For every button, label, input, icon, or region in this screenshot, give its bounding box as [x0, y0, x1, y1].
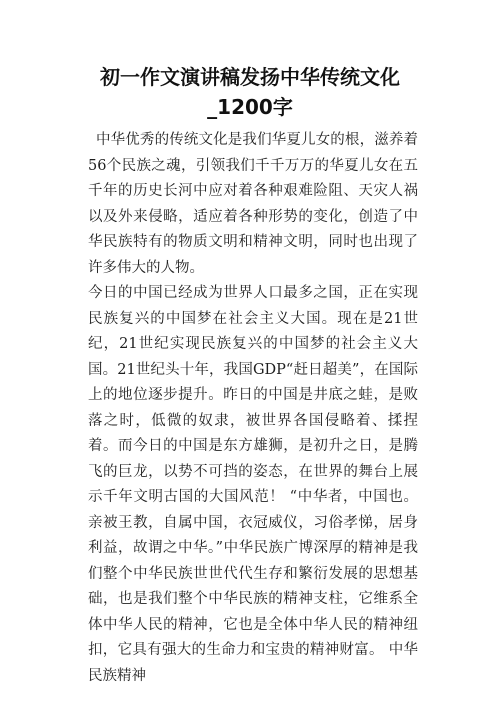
document-body — [88, 128, 418, 689]
document-title: 初一作文演讲稿发扬中华传统文化_1200字 — [100, 65, 400, 119]
paragraph-2: 今日的中国已经成为世界人口最多之国，正在实现民族复兴的中国梦在社会主义大国。现在是21世纪，21世纪实现民族复兴的中国梦的社会主义大国。21世纪头十年，我国GDP“赶日超美”，在国际上的地位逐步提升。昨日的中国是井底之蛙，是败落之时，低微的奴隶，被世界各国侵略着、揉捏着。而今日的中国是东方雄狮，是初升之日，是腾飞的巨龙，以势不可挡的姿态，在世界的舞台上展示千年文明古国的大国风范！ “中华者，中国也。亲被王教，自属中国，衣冠威仪，习俗孝悌，居身利益，故谓之中华。”中华民族广博深厚的精神是我们整个中华民族世世代代生存和繁衍发展的思想基础，也是我们整个中华民族的精神支柱，它维系全体中华人民的精神，它也是全体中华人民的精神纽扣，它具有强大的生命力和宝贵的精神财富。 中华民族精神 — [88, 285, 418, 684]
paragraph-1: 中华优秀的传统文化是我们华夏儿女的根，滋养着56个民族之魂，引领我们千千万万的华夏儿女在五千年的历史长河中应对着各种艰难险阻、天灾人祸以及外来侵略，适应着各种形势的变化，创造了中华民族特有的物质文明和精神文明，同时也出现了许多伟大的人物。 — [88, 132, 418, 276]
